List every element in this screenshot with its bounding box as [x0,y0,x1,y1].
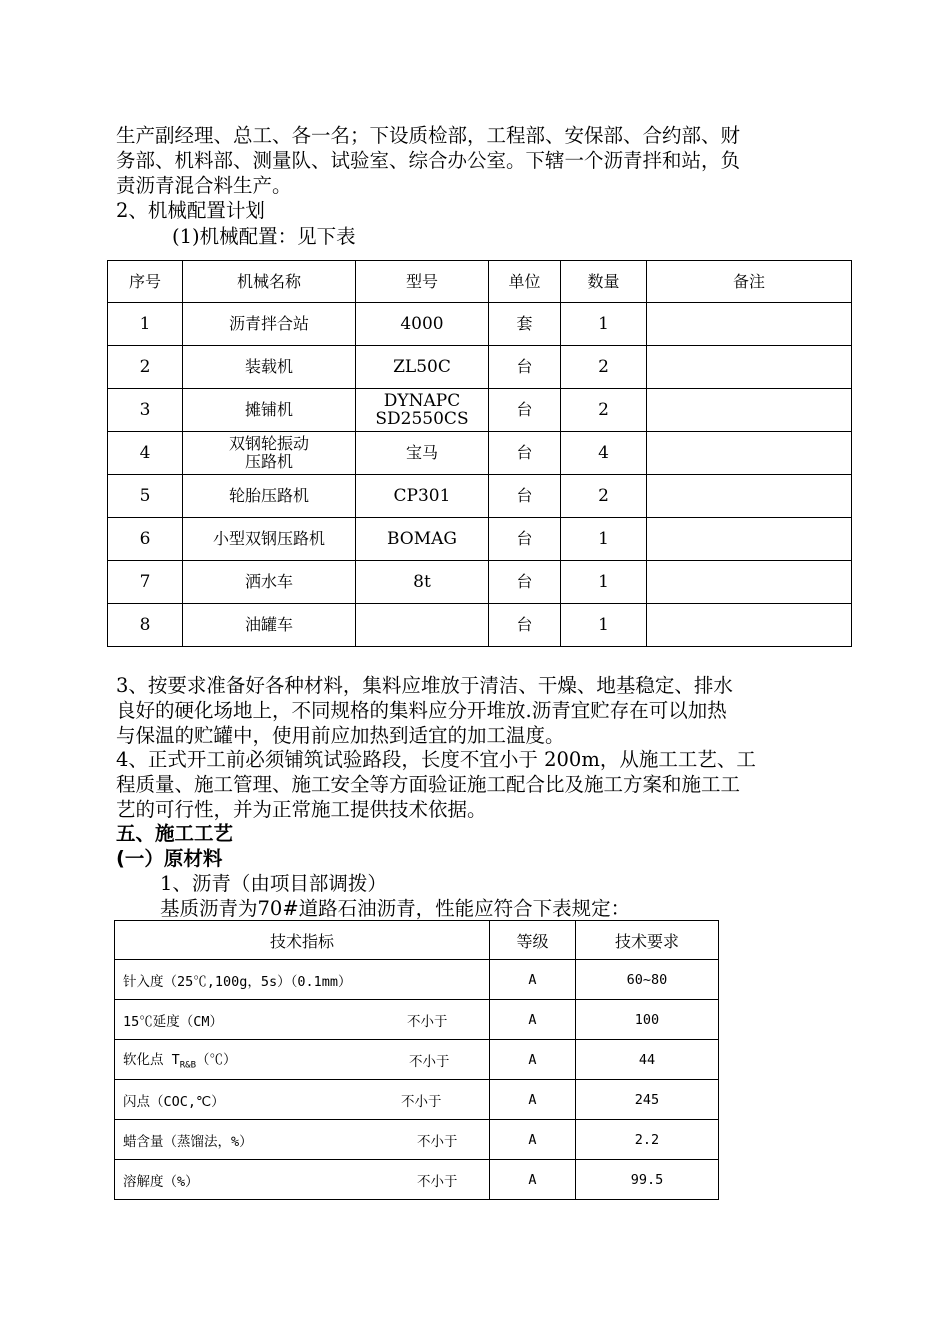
cell-unit: 台 [489,346,561,389]
text-line: 艺的可行性，并为正常施工提供技术依据。 [116,798,487,821]
cell-requirement: 100 [576,1000,719,1040]
cell-unit: 台 [489,432,561,475]
cell-model: BOMAG [356,518,489,561]
cell-name: 轮胎压路机 [183,475,356,518]
table-row [108,389,852,432]
cell-model: CP301 [356,475,489,518]
cell-model: ZL50C [356,346,489,389]
item-label: 蜡含量（蒸馏法，%） [123,1133,253,1150]
cell-no: 3 [108,389,183,432]
table-row [115,1000,719,1040]
table-row [115,1120,719,1160]
table-row [115,1040,719,1080]
cell-name: 摊铺机 [183,389,356,432]
cell-unit: 台 [489,475,561,518]
item-label-subscript: R&B [179,1060,197,1071]
text-line: 程质量、施工管理、施工安全等方面验证施工配合比及施工方案和施工工 [116,773,741,796]
item-condition: 不小于 [401,1093,442,1110]
cell-name: 装载机 [183,346,356,389]
item-label: 闪点（COC,℃） [123,1093,225,1110]
item-condition: 不小于 [417,1133,458,1150]
table-row [115,1080,719,1120]
text-line: 与保温的贮罐中，使用前应加热到适宜的加工温度。 [116,724,565,747]
text-line: 生产副经理、总工、各一名；下设质检部，工程部、安保部、合约部、财 [116,124,741,147]
item-condition: 不小于 [409,1053,450,1070]
cell-no: 2 [108,346,183,389]
table-row [108,518,852,561]
cell-no: 8 [108,604,183,647]
cell-note [647,475,852,518]
header-cell: 序号 [108,261,183,303]
cell-name: 油罐车 [183,604,356,647]
cell-item [115,1080,490,1120]
cell-item [115,1040,490,1080]
subheading-raw-materials: (一）原材料 [116,847,223,870]
section-heading-process: 五、施工工艺 [116,822,234,845]
item-label: 15℃延度（CM） [123,1013,224,1030]
cell-model: 4000 [356,303,489,346]
asphalt-title: 1、沥青（由项目部调拨） [160,872,387,895]
header-cell: 等级 [490,921,576,960]
cell-unit: 台 [489,389,561,432]
cell-unit: 台 [489,518,561,561]
cell-no: 4 [108,432,183,475]
item-label [123,1052,237,1071]
cell-item [115,1120,490,1160]
cell-model [356,389,489,432]
cell-no: 5 [108,475,183,518]
header-cell: 技术要求 [576,921,719,960]
item-label: 针入度（25℃,100g，5s）（0.1mm） [123,973,352,990]
text-line: 务部、机料部、测量队、试验室、综合办公室。下辖一个沥青拌和站，负 [116,149,741,172]
cell-name: 小型双钢压路机 [183,518,356,561]
cell-grade: A [490,960,576,1000]
cell-requirement: 2.2 [576,1120,719,1160]
cell-requirement: 245 [576,1080,719,1120]
cell-note [647,346,852,389]
table-row [115,960,719,1000]
table-row [108,346,852,389]
cell-qty: 1 [561,518,647,561]
model-line: DYNAPC [383,391,461,411]
asphalt-description: 基质沥青为70#道路石油沥青，性能应符合下表规定： [160,897,631,920]
cell-name: 洒水车 [183,561,356,604]
name-line: 双钢轮振动 [228,434,309,453]
cell-item [115,960,490,1000]
cell-no: 7 [108,561,183,604]
item-label: 溶解度（%） [123,1173,199,1190]
cell-item [115,1000,490,1040]
header-cell: 型号 [356,261,489,303]
cell-qty: 2 [561,475,647,518]
header-cell: 单位 [489,261,561,303]
cell-unit: 台 [489,604,561,647]
header-cell: 技术指标 [115,921,490,960]
cell-model [356,604,489,647]
section-heading-machine: 2、机械配置计划 [116,199,265,222]
cell-grade: A [490,1120,576,1160]
header-cell: 数量 [561,261,647,303]
cell-qty: 1 [561,303,647,346]
table-header-row [108,261,852,303]
item-condition: 不小于 [417,1173,458,1190]
cell-note [647,432,852,475]
cell-qty: 2 [561,346,647,389]
table-row [108,561,852,604]
cell-name: 沥青拌合站 [183,303,356,346]
header-cell: 备注 [647,261,852,303]
cell-unit: 套 [489,303,561,346]
cell-grade: A [490,1040,576,1080]
cell-no: 1 [108,303,183,346]
cell-item [115,1160,490,1200]
cell-qty: 1 [561,561,647,604]
text-line: 3、按要求准备好各种材料，集料应堆放于清洁、干燥、地基稳定、排水 [116,674,733,697]
text-line: 良好的硬化场地上，不同规格的集料应分开堆放.沥青宜贮存在可以加热 [116,699,727,722]
cell-model: 8t [356,561,489,604]
cell-qty: 2 [561,389,647,432]
cell-note [647,389,852,432]
cell-requirement: 44 [576,1040,719,1080]
table-row [108,432,852,475]
cell-grade: A [490,1000,576,1040]
cell-note [647,303,852,346]
item-condition: 不小于 [407,1013,448,1030]
cell-qty: 4 [561,432,647,475]
asphalt-spec-table [114,920,719,1200]
cell-no: 6 [108,518,183,561]
text-line: 4、正式开工前必须铺筑试验路段，长度不宜小于 200m，从施工工艺、工 [116,748,756,771]
cell-requirement: 60~80 [576,960,719,1000]
name-line: 压路机 [244,452,293,471]
cell-requirement: 99.5 [576,1160,719,1200]
cell-name [183,432,356,475]
table-row [115,1160,719,1200]
item-label-prefix: 软化点 T [123,1052,180,1069]
header-cell: 机械名称 [183,261,356,303]
table-row [108,303,852,346]
table-header-row [115,921,719,960]
cell-note [647,604,852,647]
cell-grade: A [490,1080,576,1120]
cell-model: 宝马 [356,432,489,475]
item-label-suffix: （℃） [196,1052,237,1069]
cell-grade: A [490,1160,576,1200]
model-line: SD2550CS [375,409,469,429]
cell-qty: 1 [561,604,647,647]
cell-note [647,561,852,604]
text-line: 责沥青混合料生产。 [116,174,292,197]
cell-unit: 台 [489,561,561,604]
table-row [108,604,852,647]
cell-note [647,518,852,561]
subheading-machine-config: (1)机械配置：见下表 [172,225,356,248]
machine-config-table [107,260,852,647]
table-row [108,475,852,518]
